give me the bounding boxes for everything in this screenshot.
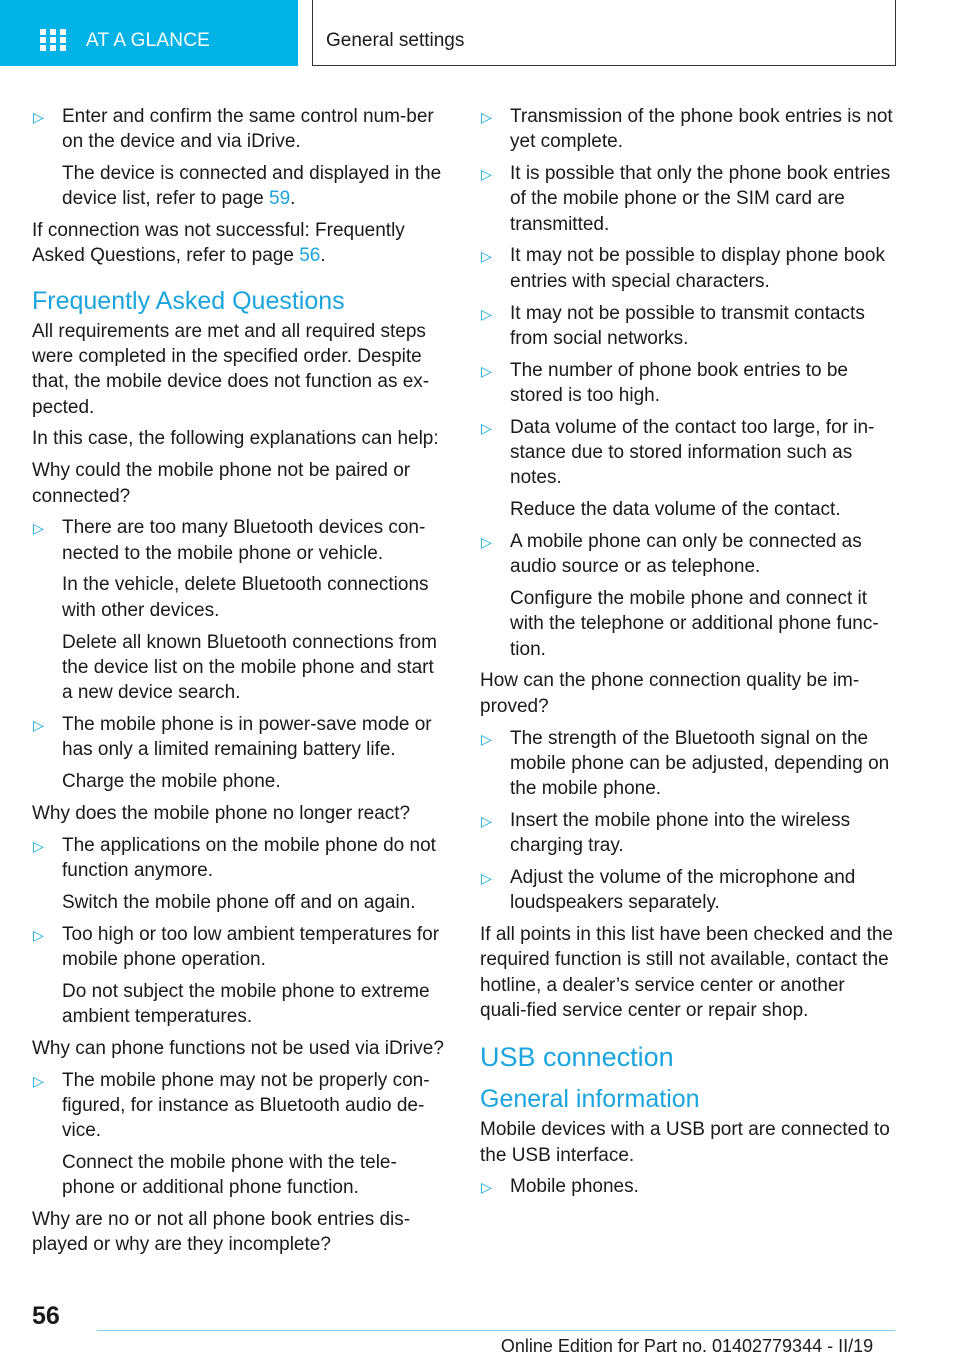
bullet-icon: ▷ — [481, 305, 492, 322]
bullet-icon: ▷ — [33, 520, 44, 537]
left-column — [32, 104, 448, 1264]
list-item: ▷ The mobile phone may not be properly con‐figured, for instance as Bluetooth audio de‐vice. — [33, 1069, 430, 1142]
paragraph: Mobile devices with a USB port are connected to the USB interface. — [480, 1119, 890, 1166]
bullet-icon: ▷ — [33, 109, 44, 125]
footer-divider — [97, 1330, 895, 1331]
list-item: ▷ There are too many Bluetooth devices con‐nected to the mobile phone or vehicle. — [33, 517, 426, 564]
bullet-icon: ▷ — [481, 1179, 492, 1196]
general-info-heading: General information — [480, 1085, 700, 1114]
list-item: ▷ Insert the mobile phone into the wireless charging tray. — [481, 809, 851, 857]
list-item: ▷ Too high or too low ambient temperatures for mobile phone operation. — [33, 923, 440, 970]
list-item: ▷ Enter and confirm the same control num‐ber on the device and via iDrive. — [33, 106, 434, 153]
section-tab[interactable] — [0, 0, 298, 66]
page-link[interactable]: 56 — [299, 245, 321, 267]
bullet-icon: ▷ — [33, 1072, 44, 1089]
right-column — [480, 104, 896, 1206]
grid-icon — [40, 29, 66, 51]
paragraph: Do not subject the mobile phone to extreme ambient temperatures. — [62, 980, 430, 1027]
paragraph: Reduce the data volume of the contact. — [510, 499, 841, 521]
paragraph: If connection was not successful: Frequently Asked Questions, refer to page 56. — [32, 220, 405, 267]
list-item: ▷ Adjust the volume of the microphone and loudspeakers separately. — [481, 867, 856, 914]
paragraph: In this case, the following explanations can help: — [32, 428, 439, 450]
list-item: ▷ Transmission of the phone book entries is not yet complete. — [481, 106, 893, 153]
bullet-icon: ▷ — [481, 419, 492, 436]
bullet-icon: ▷ — [481, 166, 492, 183]
question: How can the phone connection quality be im‐proved? — [480, 670, 860, 717]
bullet-icon: ▷ — [33, 716, 44, 733]
list-item: ▷ Mobile phones. — [480, 1174, 896, 1199]
bullet-icon: ▷ — [33, 926, 44, 943]
page-number: 56 — [32, 1302, 60, 1330]
list-item: ▷ It is possible that only the phone book entries of the mobile phone or the SIM card are transmitted. — [481, 163, 891, 235]
paragraph: Connect the mobile phone with the tele‐phone or additional phone function. — [62, 1151, 397, 1199]
edition-note: Online Edition for Part no. 01402779344 - II/19 — [500, 1336, 874, 1356]
list-item: ▷ Data volume of the contact too large, for in‐stance due to stored information such as notes. — [481, 416, 875, 489]
page-link[interactable]: 59 — [269, 188, 291, 210]
bullet-icon: ▷ — [481, 248, 492, 265]
bullet-icon: ▷ — [481, 870, 492, 887]
question: Why can phone functions not be used via iDrive? — [32, 1037, 444, 1059]
paragraph: Configure the mobile phone and connect it with the telephone or additional phone func‐tion. — [510, 588, 879, 660]
paragraph: All requirements are met and all required steps were completed in the specified order. Despite that, the mobile device does not function as ex‐pected. — [32, 320, 430, 418]
bullet-icon: ▷ — [481, 730, 492, 747]
list-item: ▷ The number of phone book entries to be stored is too high. — [481, 359, 849, 406]
bullet-icon: ▷ — [33, 837, 44, 854]
bullet-icon: ▷ — [481, 362, 492, 379]
list-item: ▷ It may not be possible to transmit contacts from social networks. — [481, 302, 865, 349]
usb-heading: USB connection — [480, 1042, 674, 1073]
paragraph: In the vehicle, delete Bluetooth connections with other devices. — [62, 574, 429, 621]
paragraph: If all points in this list have been checked and the required function is still not available, contact the hotline, a dealer’s service center or another quali‐fied service center or repair shop. — [480, 924, 893, 1021]
bullet-icon: ▷ — [481, 812, 492, 829]
paragraph: Switch the mobile phone off and on again. — [62, 891, 416, 913]
list-item: ▷ The applications on the mobile phone do not function anymore. — [33, 834, 436, 881]
list-item: ▷ A mobile phone can only be connected as audio source or as telephone. — [481, 530, 862, 578]
faq-heading: Frequently Asked Questions — [32, 286, 345, 315]
list-item: ▷ The mobile phone is in power-save mode or has only a limited remaining battery life. — [33, 713, 432, 761]
bullet-icon: ▷ — [481, 533, 492, 550]
list-item: ▷ It may not be possible to display phone book entries with special characters. — [481, 245, 885, 292]
section-label: AT A GLANCE — [86, 30, 210, 51]
list-item: ▷ The strength of the Bluetooth signal on the mobile phone can be adjusted, depending on the mobile phone. — [481, 727, 890, 800]
paragraph: Delete all known Bluetooth connections from the device list on the mobile phone and start a new device search. — [62, 631, 437, 704]
question: Why could the mobile phone not be paired or connected? — [32, 460, 411, 507]
question: Why does the mobile phone no longer react? — [32, 802, 411, 824]
paragraph: The device is connected and displayed in the device list, refer to page 59. — [62, 163, 442, 210]
chapter-title: General settings — [326, 30, 465, 51]
question: Why are no or not all phone book entries dis‐played or why are they incomplete? — [32, 1208, 411, 1256]
paragraph: Charge the mobile phone. — [62, 771, 281, 793]
bullet-icon: ▷ — [481, 109, 492, 125]
